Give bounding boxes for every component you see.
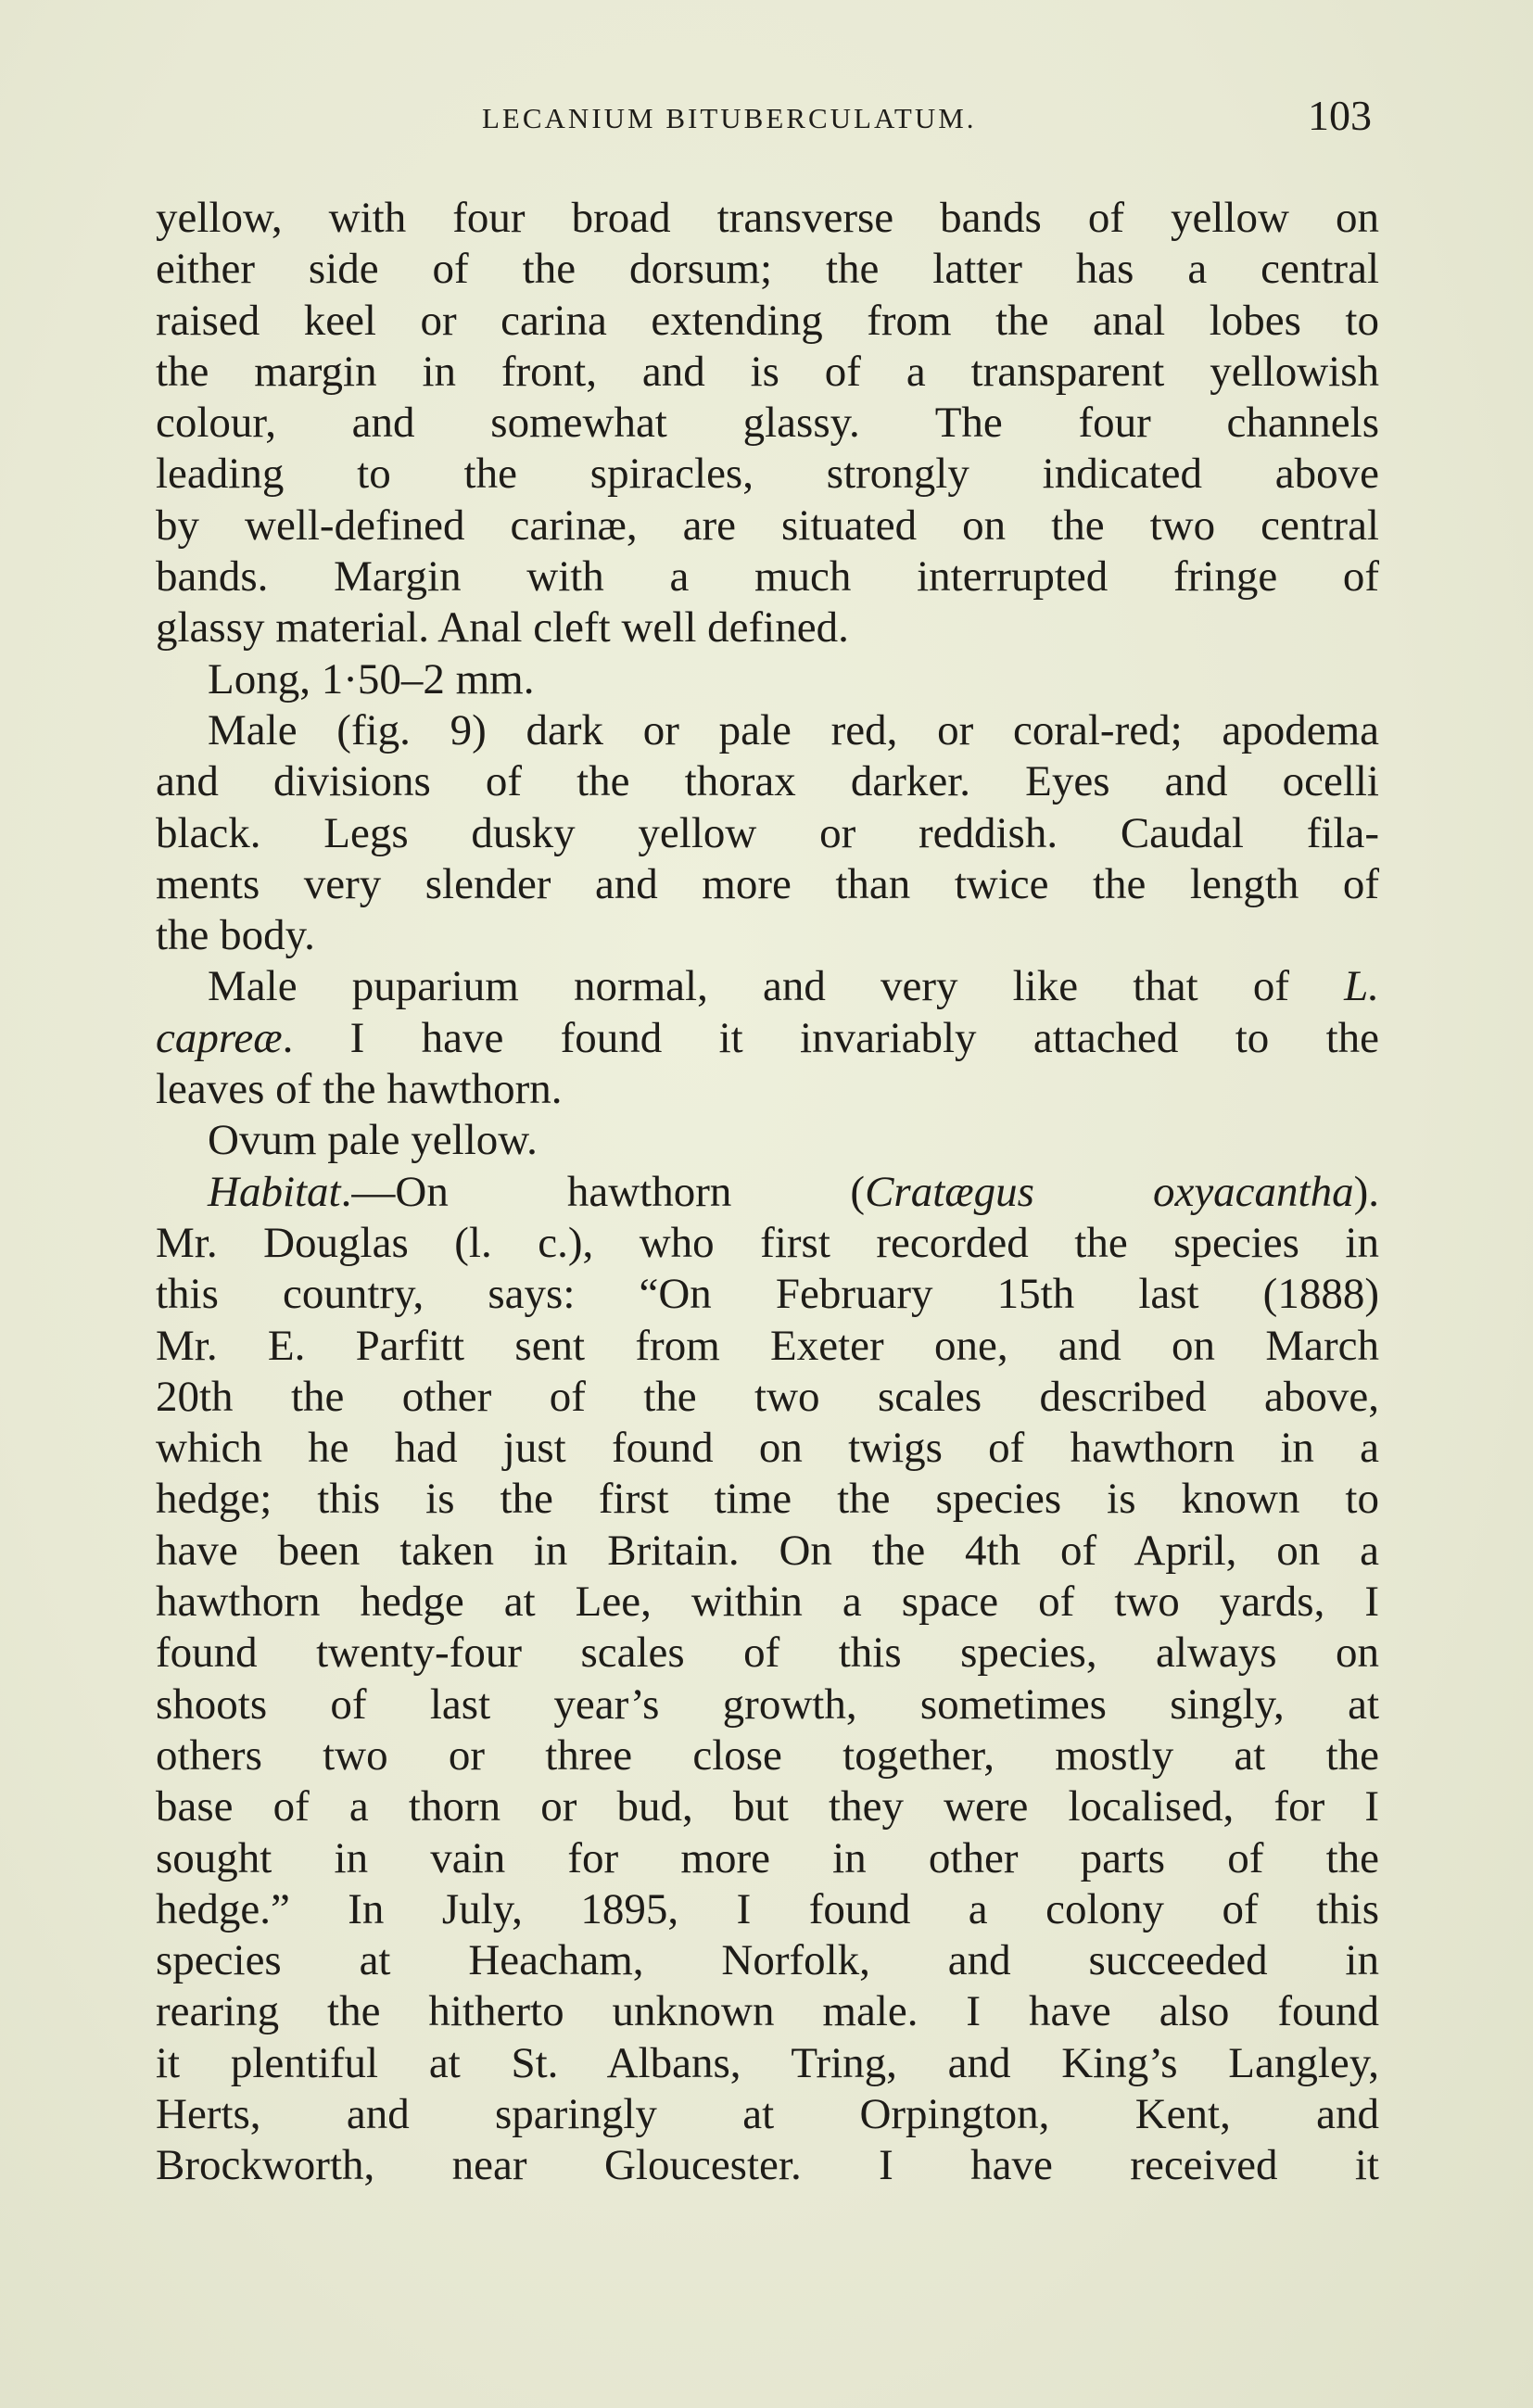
text-line: Ovum pale yellow. [208, 1116, 538, 1165]
text-line: Male (fig. 9) dark or pale red, or coral-red; apodema [208, 705, 1379, 754]
text-line: bands. Margin with a much interrupted fringe of [156, 552, 1379, 602]
text-line: Brockworth, near Gloucester. I have received it [156, 2141, 1379, 2190]
body-text [156, 193, 1379, 2192]
text-line: have been taken in Britain. On the 4th of April, on a [156, 1526, 1379, 1575]
text-line: glassy material. Anal cleft well defined. [156, 603, 849, 653]
text-line: others two or three close together, mostly at the [156, 1730, 1379, 1780]
text-line: 20th the other of the two scales described above, [156, 1372, 1379, 1421]
text-line: leaves of the hawthorn. [156, 1065, 563, 1114]
text-line: either side of the dorsum; the latter has a central [156, 245, 1379, 294]
text-line: hedge.” In July, 1895, I found a colony of this [156, 1884, 1379, 1933]
text-line: the body. [156, 911, 315, 960]
text-line: capreæ. I have found it invariably attached to the [156, 1013, 1379, 1062]
running-title: LECANIUM BITUBERCULATUM. [482, 102, 977, 134]
text-line: species at Heacham, Norfolk, and succeeded in [156, 1936, 1379, 1985]
text-line: which he had just found on twigs of hawthorn in a [156, 1424, 1379, 1473]
text-line: base of a thorn or bud, but they were localised, for I [156, 1782, 1379, 1831]
text-line: colour, and somewhat glassy. The four channels [156, 399, 1379, 448]
text-line: Mr. E. Parfitt sent from Exeter one, and on March [156, 1321, 1379, 1370]
text-line: Mr. Douglas (l. c.), who first recorded the species in [156, 1218, 1379, 1267]
text-line: and divisions of the thorax darker. Eyes and ocelli [156, 757, 1379, 806]
text-line: it plentiful at St. Albans, Tring, and King’s Langley, [156, 2038, 1379, 2087]
text-line: hawthorn hedge at Lee, within a space of two yards, I [156, 1578, 1379, 1627]
text-line: leading to the spiracles, strongly indicated above [156, 450, 1379, 499]
text-line: hedge; this is the first time the species is known to [156, 1475, 1379, 1524]
text-line: Long, 1·50–2 mm. [208, 654, 535, 703]
text-line: ments very slender and more than twice the length of [156, 859, 1379, 908]
text-line: Habitat.—On hawthorn (Cratægus oxyacantha). [208, 1167, 1380, 1216]
text-line: rearing the hitherto unknown male. I have also found [156, 1987, 1379, 2036]
page-number: 103 [1308, 92, 1372, 139]
text-line: Herts, and sparingly at Orpington, Kent, and [156, 2089, 1379, 2138]
text-line: found twenty-four scales of this species, always on [156, 1629, 1379, 1678]
text-line: yellow, with four broad transverse bands of yellow on [156, 194, 1379, 242]
running-head [158, 91, 1390, 146]
text-line: this country, says: “On February 15th last (1888) [156, 1270, 1379, 1319]
text-line: black. Legs dusky yellow or reddish. Caudal fila- [156, 808, 1379, 857]
text-line: Male puparium normal, and very like that of L. [208, 962, 1379, 1011]
text-line: shoots of last year’s growth, sometimes singly, at [156, 1679, 1379, 1729]
text-line: by well-defined carinæ, are situated on the two central [156, 501, 1379, 550]
text-line: raised keel or carina extending from the anal lobes to [156, 296, 1379, 345]
text-line: sought in vain for more in other parts of the [156, 1833, 1379, 1882]
text-line: the margin in front, and is of a transparent yellowish [156, 347, 1379, 396]
